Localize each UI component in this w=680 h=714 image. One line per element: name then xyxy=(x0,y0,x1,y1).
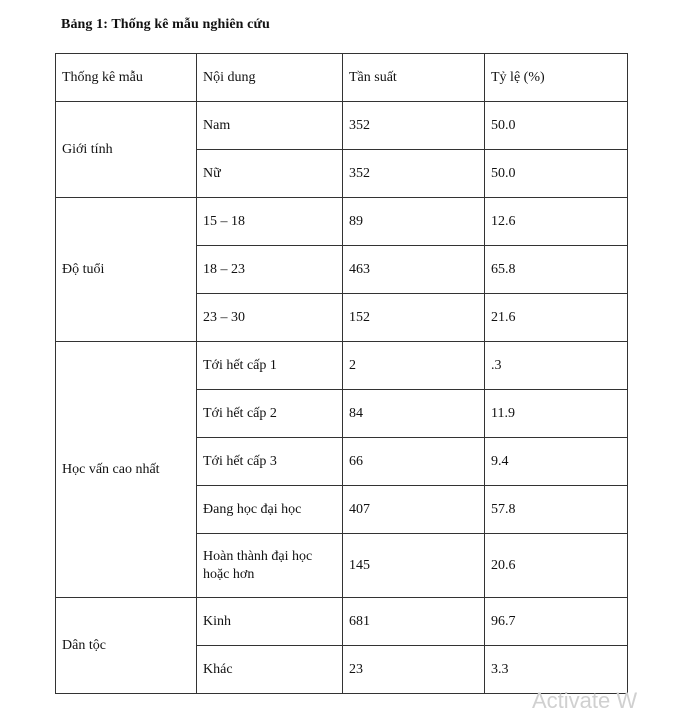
row-content: Tới hết cấp 2 xyxy=(197,390,343,438)
row-content: Tới hết cấp 1 xyxy=(197,342,343,390)
table-row xyxy=(56,598,628,646)
row-frequency: 407 xyxy=(343,486,485,534)
row-frequency: 352 xyxy=(343,102,485,150)
row-content: Khác xyxy=(197,646,343,694)
group-label-age: Độ tuổi xyxy=(56,198,197,342)
header-frequency: Tần suất xyxy=(343,54,485,102)
row-frequency: 2 xyxy=(343,342,485,390)
row-percentage: 3.3 xyxy=(485,646,628,694)
row-percentage: 50.0 xyxy=(485,150,628,198)
row-content: Hoàn thành đại học hoặc hơn xyxy=(197,534,343,598)
header-percentage: Tỷ lệ (%) xyxy=(485,54,628,102)
row-content: Tới hết cấp 3 xyxy=(197,438,343,486)
row-percentage: 65.8 xyxy=(485,246,628,294)
row-frequency: 352 xyxy=(343,150,485,198)
row-percentage: 21.6 xyxy=(485,294,628,342)
row-percentage: 96.7 xyxy=(485,598,628,646)
sample-statistics-table xyxy=(55,53,628,694)
row-frequency: 89 xyxy=(343,198,485,246)
row-frequency: 681 xyxy=(343,598,485,646)
row-content: 15 – 18 xyxy=(197,198,343,246)
group-label-ethnicity: Dân tộc xyxy=(56,598,197,694)
table-row xyxy=(56,102,628,150)
group-label-education: Học vấn cao nhất xyxy=(56,342,197,598)
row-content: Đang học đại học xyxy=(197,486,343,534)
row-frequency: 23 xyxy=(343,646,485,694)
group-label-gender: Giới tính xyxy=(56,102,197,198)
row-content: 23 – 30 xyxy=(197,294,343,342)
row-content: 18 – 23 xyxy=(197,246,343,294)
row-frequency: 152 xyxy=(343,294,485,342)
header-row xyxy=(56,54,628,102)
row-content: Nam xyxy=(197,102,343,150)
row-percentage: 12.6 xyxy=(485,198,628,246)
table-row xyxy=(56,198,628,246)
header-sample-stat: Thống kê mẫu xyxy=(56,54,197,102)
table-row xyxy=(56,342,628,390)
row-percentage: .3 xyxy=(485,342,628,390)
row-frequency: 145 xyxy=(343,534,485,598)
header-content: Nội dung xyxy=(197,54,343,102)
row-percentage: 11.9 xyxy=(485,390,628,438)
row-frequency: 463 xyxy=(343,246,485,294)
row-percentage: 9.4 xyxy=(485,438,628,486)
row-frequency: 84 xyxy=(343,390,485,438)
table-title: Bảng 1: Thống kê mẫu nghiên cứu xyxy=(61,17,270,32)
row-content: Kinh xyxy=(197,598,343,646)
row-percentage: 20.6 xyxy=(485,534,628,598)
row-percentage: 57.8 xyxy=(485,486,628,534)
row-frequency: 66 xyxy=(343,438,485,486)
activation-watermark: Activate W xyxy=(532,688,638,713)
row-percentage: 50.0 xyxy=(485,102,628,150)
row-content: Nữ xyxy=(197,150,343,198)
